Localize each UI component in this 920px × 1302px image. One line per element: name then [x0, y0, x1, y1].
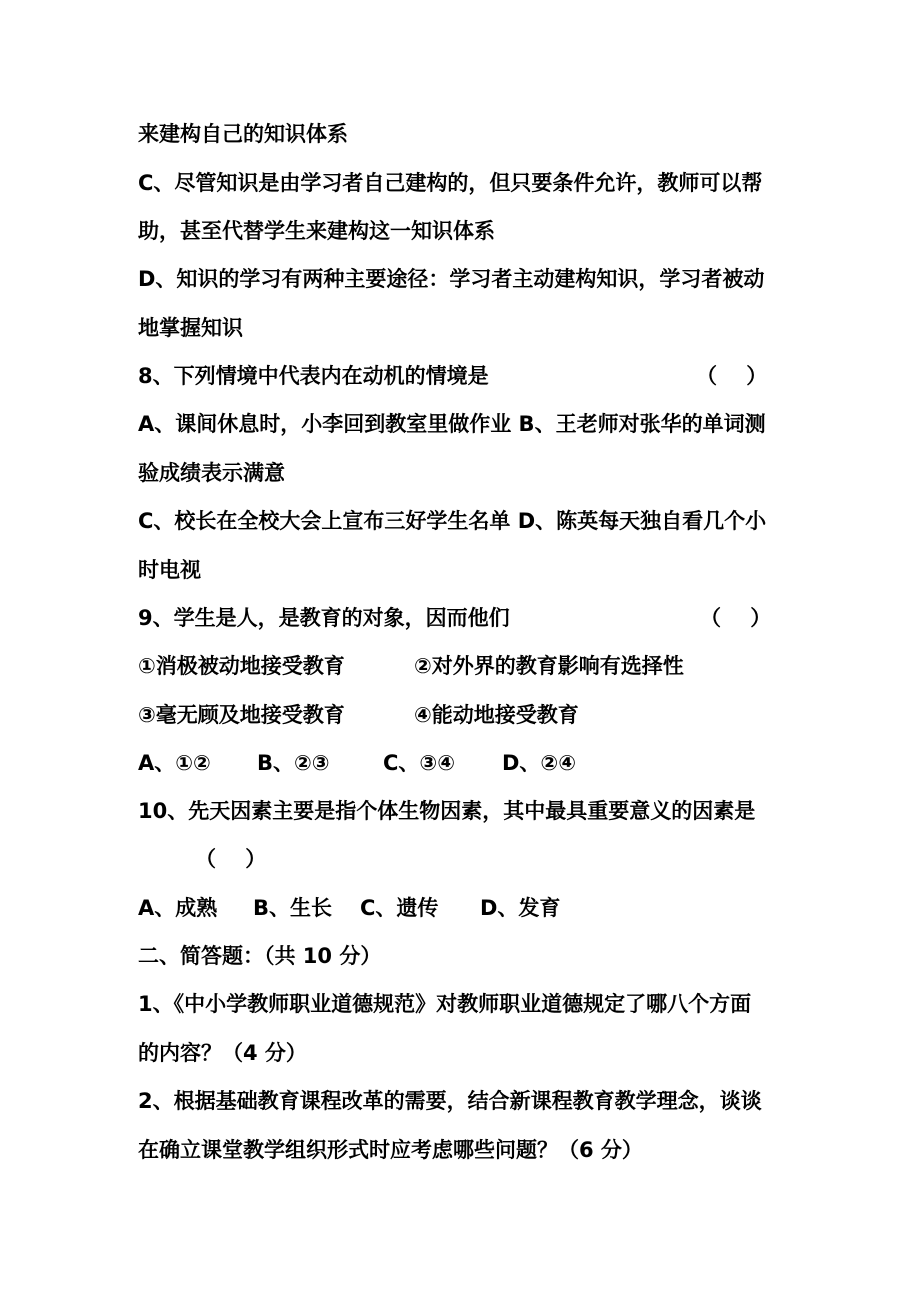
q10-option-b: B、生长: [253, 896, 333, 920]
q8-options-cd-line1: C、校长在全校大会上宣布三好学生名单 D、陈英每天独自看几个小: [138, 509, 767, 533]
q9-items-row2: [138, 700, 778, 730]
q7-option-c-line1: C、尽管知识是由学习者自己建构的，但只要条件允许，教师可以帮: [138, 171, 763, 195]
section2-q2-line1: 2、根据基础教育课程改革的需要，结合新课程教育教学理念，谈谈: [138, 1089, 762, 1113]
q9-answer-blank: （ ）: [700, 606, 772, 630]
q8-options-ab-line2: 验成绩表示满意: [138, 461, 285, 485]
q7-option-c-line2: 助，甚至代替学生来建构这一知识体系: [138, 219, 495, 243]
q9-option-a: A、①②: [138, 751, 211, 775]
section2-q1-line1: 1、《中小学教师职业道德规范》对教师职业道德规定了哪八个方面: [138, 992, 752, 1016]
section2-heading: 二、简答题：（共 10 分）: [138, 944, 382, 968]
q8-options-cd-line2: 时电视: [138, 558, 201, 582]
q10-option-a: A、成熟: [138, 896, 218, 920]
q8-options-ab-line1: A、课间休息时，小李回到教室里做作业 B、王老师对张华的单词测: [138, 412, 766, 436]
q9-option-b: B、②③: [257, 751, 330, 775]
q10-answer-blank: （ ）: [195, 847, 267, 871]
q10-stem: 10、先天因素主要是指个体生物因素，其中最具重要意义的因素是: [138, 799, 756, 823]
q8-stem-row: [138, 361, 778, 391]
q9-option-c: C、③④: [383, 751, 455, 775]
q8-answer-blank: （ ）: [696, 364, 768, 388]
q9-item-2: ②对外界的教育影响有选择性: [414, 654, 684, 678]
q9-stem-row: [138, 603, 778, 633]
q9-item-4: ④能动地接受教育: [414, 703, 579, 727]
q9-item-1: ①消极被动地接受教育: [138, 654, 345, 678]
q9-stem: 9、学生是人，是教育的对象，因而他们: [138, 606, 510, 630]
q9-items-row1: [138, 651, 778, 681]
q7-option-d-line1: D、知识的学习有两种主要途径：学习者主动建构知识，学习者被动: [138, 267, 765, 291]
section2-q2-line2: 在确立课堂教学组织形式时应考虑哪些问题？（6 分）: [138, 1138, 643, 1162]
q10-options-row: [138, 893, 778, 923]
q7-option-d-line2: 地掌握知识: [138, 316, 243, 340]
q9-options-row: [138, 748, 778, 778]
q9-item-3: ③毫无顾及地接受教育: [138, 703, 345, 727]
q7-text-line: 来建构自己的知识体系: [138, 122, 348, 146]
q8-stem: 8、下列情境中代表内在动机的情境是: [138, 364, 489, 388]
q10-option-c: C、遗传: [360, 896, 439, 920]
q10-option-d: D、发育: [480, 896, 561, 920]
section2-q1-line2: 的内容？（4 分）: [138, 1041, 307, 1065]
q9-option-d: D、②④: [502, 751, 576, 775]
